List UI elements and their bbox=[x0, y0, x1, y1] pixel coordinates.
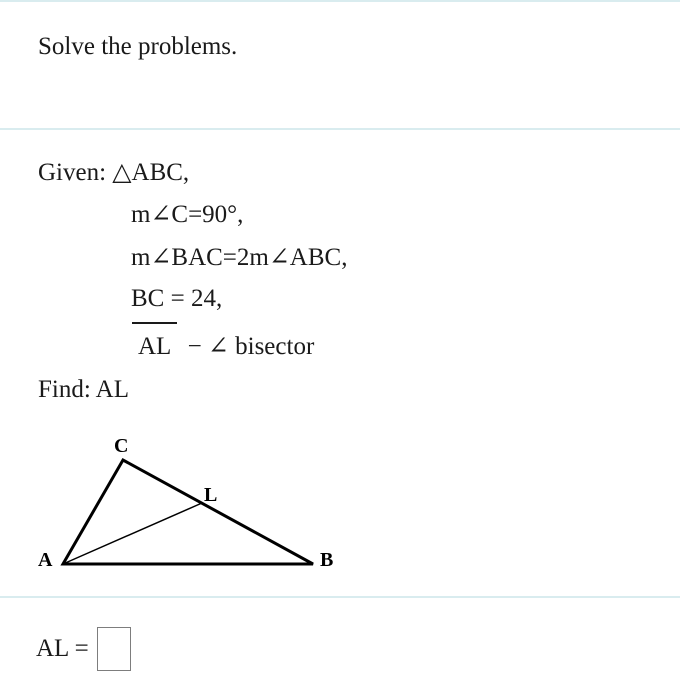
vertex-label-c: C bbox=[114, 435, 129, 457]
answer-divider bbox=[0, 596, 680, 598]
bisector-text: − ∠ bisector bbox=[187, 333, 315, 360]
segment-al bbox=[138, 334, 171, 359]
triangle-figure bbox=[30, 430, 350, 585]
answer-row bbox=[36, 624, 131, 674]
instruction-text: Solve the problems. bbox=[38, 33, 238, 60]
given-header bbox=[38, 160, 189, 185]
vertex-label-a: A bbox=[38, 549, 53, 571]
answer-label: AL = bbox=[36, 635, 89, 662]
given-label: Given: bbox=[38, 159, 107, 186]
given-bisector bbox=[138, 334, 314, 359]
answer-input[interactable] bbox=[97, 627, 131, 671]
vertex-label-b: B bbox=[320, 549, 334, 571]
triangle-abc bbox=[63, 460, 313, 564]
triangle-diagram bbox=[30, 430, 350, 580]
top-divider bbox=[0, 0, 680, 2]
point-label-l: L bbox=[204, 484, 218, 506]
bisector-line-al bbox=[63, 503, 202, 564]
given-side-bc: BC = 24, bbox=[131, 285, 223, 312]
given-triangle: △ABC, bbox=[112, 159, 190, 186]
section-divider bbox=[0, 128, 680, 130]
segment-al-text: AL bbox=[138, 333, 172, 360]
given-angle-relation: m∠BAC=2m∠ABC, bbox=[131, 244, 348, 271]
given-angle-c: m∠C=90°, bbox=[131, 201, 244, 228]
find-text: Find: AL bbox=[38, 376, 129, 403]
segment-overline bbox=[132, 322, 177, 324]
